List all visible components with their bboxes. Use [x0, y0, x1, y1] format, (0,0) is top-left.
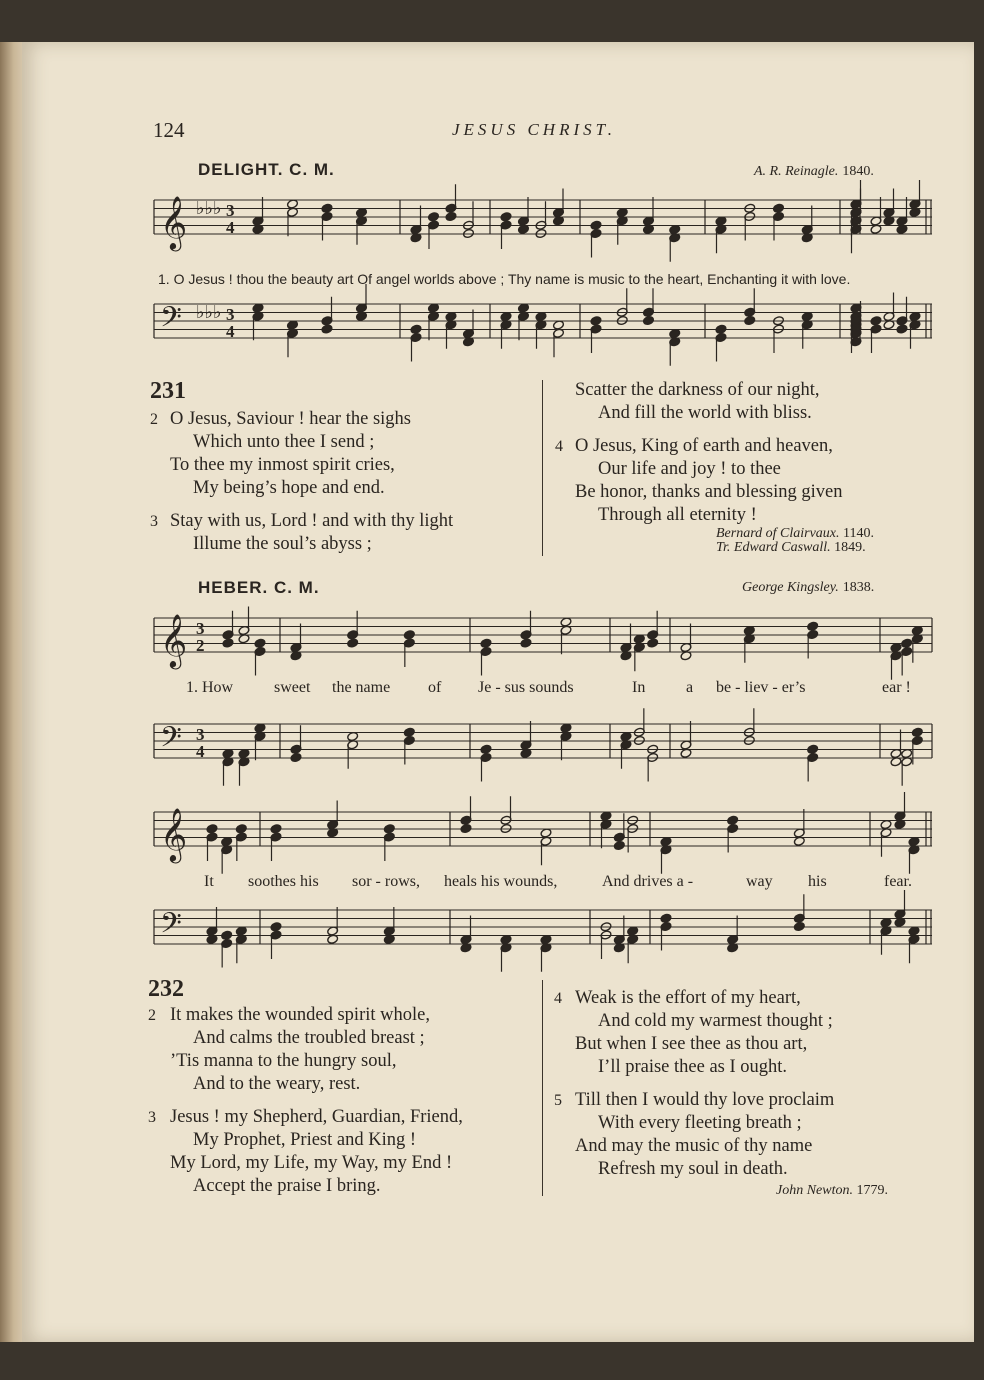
- note-head: [870, 316, 882, 326]
- note-head: [727, 815, 739, 825]
- hymn231-stanza-4: 4 O Jesus, King of earth and heaven, Our life and joy ! to thee Be honor, thanks and blessing given Through all eternity !: [555, 436, 843, 525]
- bass-clef-icon: 𝄢: [160, 721, 182, 761]
- time-signature-top: 3: [226, 201, 235, 220]
- hymn232-stanza-4: 4 Weak is the effort of my heart, And cold my warmest thought ; But when I see thee as thou art, I’ll praise thee as I ought.: [554, 988, 833, 1077]
- hymn-number-232: 232: [148, 976, 184, 1002]
- key-signature-flat-icon: ♭♭♭: [196, 198, 222, 218]
- hymn231-credit-translator: Tr. Edward Caswall. 1849.: [716, 540, 866, 555]
- time-signature-bottom: 4: [196, 742, 205, 761]
- treble-staff-heber-1: [150, 606, 940, 678]
- note-head: [290, 752, 302, 762]
- note-head: [206, 824, 218, 834]
- note-head: [613, 840, 625, 850]
- lyric-line-heber-1: 1. How sweet the name of Je - sus sounds In a be - liev - er’s ear !: [186, 679, 911, 696]
- note-head: [744, 315, 756, 325]
- note-head: [660, 913, 672, 923]
- note-head: [520, 638, 532, 648]
- hymn232-stanza-3: 3 Jesus ! my Shepherd, Guardian, Friend, My Prophet, Priest and King ! My Lord, my Life, my Way, my End ! Accept the praise I bring.: [148, 1107, 463, 1196]
- treble-clef-icon: 𝄞: [160, 807, 188, 861]
- hymn231-credit-author: Bernard of Clairvaux. 1140.: [716, 526, 875, 541]
- hymn231-stanza-3: 3 Stay with us, Lord ! and with thy light Illume the soul’s abyss ;: [150, 511, 454, 554]
- hymn-number-231: 231: [150, 378, 186, 404]
- tune-composer-heber: George Kingsley. 1838.: [742, 580, 875, 595]
- hymn231-stanza-continuation: Scatter the darkness of our night, And fill the world with bliss.: [575, 380, 820, 423]
- note-head: [428, 212, 440, 222]
- time-signature-bottom: 4: [226, 322, 235, 341]
- bass-staff-delight: [150, 290, 940, 370]
- note-head: [460, 823, 472, 833]
- bass-clef-icon: 𝄢: [160, 301, 182, 341]
- note-head: [480, 744, 492, 754]
- note-head: [403, 630, 415, 640]
- time-signature-bottom: 4: [226, 218, 235, 237]
- lyric-line-delight: 1. O Jesus ! thou the beauty art Of angel worlds above ; Thy name is music to the heart, Enchanting it with love.: [158, 271, 851, 287]
- note-head: [590, 220, 602, 230]
- bass-staff-heber-1: [150, 712, 940, 784]
- hymn232-credit-author: John Newton. 1779.: [776, 1183, 888, 1198]
- note-head: [222, 638, 234, 648]
- time-signature-top: 3: [196, 619, 205, 638]
- hymn231-left-column: [150, 408, 453, 556]
- note-head: [410, 324, 422, 334]
- note-head: [480, 638, 492, 648]
- tune-name-heber: HEBER. C. M.: [198, 578, 320, 597]
- time-signature-bottom: 2: [196, 636, 205, 655]
- tune-name-delight: DELIGHT. C. M.: [198, 160, 335, 179]
- hymn231-right-column: [555, 379, 842, 527]
- tune-composer-delight: A. R. Reinagle. 1840.: [754, 164, 874, 179]
- note-head: [445, 211, 457, 221]
- key-signature-flat-icon: ♭♭♭: [196, 302, 222, 322]
- note-head: [911, 727, 923, 737]
- note-head: [270, 922, 282, 932]
- note-head: [896, 324, 908, 334]
- note-head: [270, 824, 282, 834]
- hymn232-stanza-2: 2 It makes the wounded spirit whole, And calms the troubled breast ; ’Tis manna to the hungry soul, And to the weary, rest.: [148, 1005, 430, 1094]
- bass-staff-heber-2: [150, 898, 940, 970]
- note-head: [321, 203, 333, 213]
- note-head: [221, 930, 233, 940]
- bass-clef-icon: 𝄢: [160, 907, 182, 947]
- time-signature-top: 3: [196, 725, 205, 744]
- lyric-line-heber-2: It soothes his sor - rows, heals his wounds, And drives a - way his fear.: [204, 873, 912, 890]
- hymn232-stanza-5: 5 Till then I would thy love proclaim With every fleeting breath ; And may the music of thy name Refresh my soul in death.: [554, 1090, 835, 1179]
- note-head: [793, 921, 805, 931]
- note-head: [807, 621, 819, 631]
- running-head: JESUS CHRIST.: [452, 120, 617, 139]
- note-head: [590, 316, 602, 326]
- column-divider-231: [542, 380, 543, 556]
- hymn232-right-column: [554, 987, 834, 1181]
- note-head: [403, 727, 415, 737]
- hymn231-stanza-2: 2 O Jesus, Saviour ! hear the sighs Which unto thee I send ; To thee my inmost spirit cries, My being’s hope and end.: [150, 409, 411, 498]
- time-signature-top: 3: [226, 305, 235, 324]
- note-head: [773, 203, 785, 213]
- treble-clef-icon: 𝄞: [160, 613, 188, 667]
- column-divider-232: [542, 980, 543, 1196]
- treble-clef-icon: 𝄞: [160, 195, 188, 249]
- note-head: [647, 638, 659, 648]
- note-head: [235, 824, 247, 834]
- treble-staff-heber-2: [150, 800, 940, 872]
- note-head: [321, 324, 333, 334]
- note-head: [807, 744, 819, 754]
- note-head: [643, 315, 655, 325]
- note-head: [500, 212, 512, 222]
- hymn232-left-column: [148, 1004, 463, 1198]
- treble-staff-delight: [150, 190, 940, 270]
- note-head: [347, 638, 359, 648]
- page-number: 124: [153, 118, 185, 142]
- note-head: [715, 324, 727, 334]
- note-head: [901, 638, 913, 648]
- note-head: [383, 824, 395, 834]
- note-head: [254, 638, 266, 648]
